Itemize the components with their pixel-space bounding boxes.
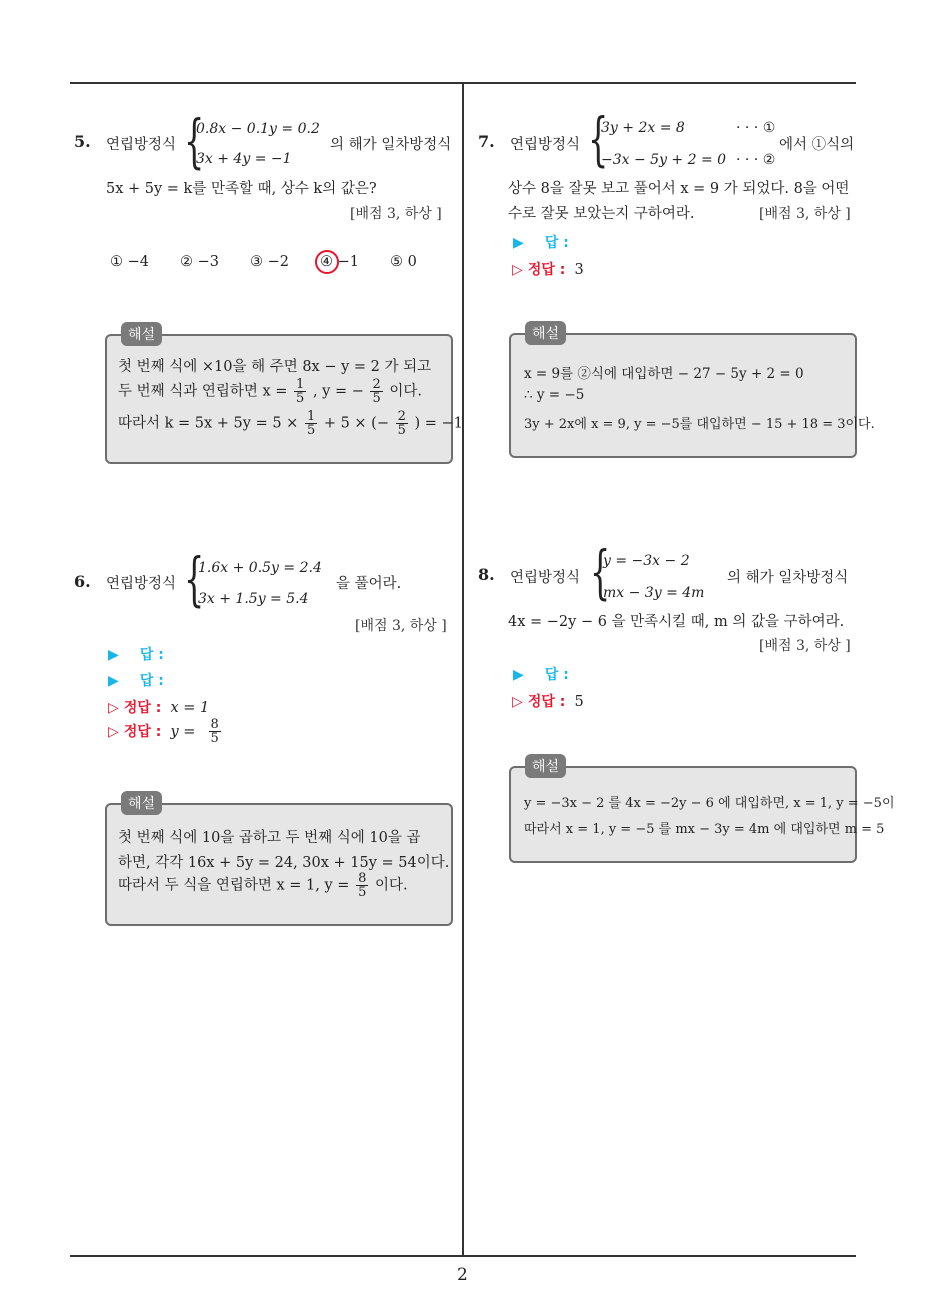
page-number: 2 bbox=[457, 1265, 468, 1285]
fraction bbox=[396, 410, 408, 437]
numerator: 2 bbox=[397, 409, 406, 424]
answer-row-1 bbox=[108, 644, 164, 664]
explanation-line-3 bbox=[118, 872, 408, 899]
explanation-line-1: y = −3x − 2 를 4x = −2y − 6 에 대입하면, x = 1, y = −5이 bbox=[524, 796, 895, 811]
system-brace: { bbox=[590, 538, 611, 606]
outline-play-icon: ▷ bbox=[108, 724, 119, 740]
correct-label: 정답 : bbox=[123, 700, 162, 716]
fraction bbox=[356, 872, 368, 899]
question-number: 7. bbox=[478, 132, 495, 151]
choice-1[interactable] bbox=[110, 254, 149, 270]
choice-mark: ③ bbox=[250, 254, 263, 270]
text: 두 번째 식과 연립하면 x = bbox=[118, 383, 288, 400]
question-number: 6. bbox=[74, 572, 91, 591]
answer-label: 답 : bbox=[544, 667, 569, 683]
text: 이다. bbox=[389, 383, 422, 400]
equation-2: −3x − 5y + 2 = 0 bbox=[601, 152, 727, 168]
outline-play-icon: ▷ bbox=[512, 694, 523, 710]
outline-play-icon: ▷ bbox=[512, 262, 523, 278]
choice-mark: ② bbox=[180, 254, 193, 270]
question-number: 5. bbox=[74, 132, 91, 151]
play-icon: ▶ bbox=[513, 235, 524, 251]
choice-value: −2 bbox=[267, 254, 289, 270]
correct-label: 정답 : bbox=[527, 262, 566, 278]
score-tag: [배점 3, 하상 ] bbox=[350, 206, 442, 222]
question-line-2: 5x + 5y = k를 만족할 때, 상수 k의 값은? bbox=[106, 181, 377, 197]
question-lead: 연립방정식 bbox=[510, 137, 581, 153]
choice-value: 0 bbox=[407, 254, 417, 270]
numerator: 8 bbox=[210, 717, 219, 732]
play-icon: ▶ bbox=[108, 673, 119, 689]
denominator: 5 bbox=[306, 423, 316, 438]
correct-value: 5 bbox=[574, 694, 584, 710]
explanation-clip bbox=[520, 788, 926, 848]
equation-1: 1.6x + 0.5y = 2.4 bbox=[198, 560, 322, 576]
column-divider bbox=[462, 83, 464, 1256]
question-tail: 의 해가 일차방정식 bbox=[330, 137, 452, 153]
play-icon: ▶ bbox=[513, 667, 524, 683]
answer-label: 답 : bbox=[139, 647, 164, 663]
choice-mark: ⑤ bbox=[390, 254, 403, 270]
explanation-line-1: 첫 번째 식에 10을 곱하고 두 번째 식에 10을 곱 bbox=[118, 830, 421, 846]
question-line-2: 4x = −2y − 6 을 만족시킬 때, m 의 값을 구하여라. bbox=[508, 614, 845, 630]
question-line-3: 수로 잘못 보았는지 구하여라. bbox=[508, 206, 695, 222]
answer-row bbox=[513, 664, 569, 684]
score-tag: [배점 3, 하상 ] bbox=[759, 638, 851, 654]
correct-label: 정답 : bbox=[123, 724, 162, 740]
fraction bbox=[209, 718, 221, 745]
question-number: 8. bbox=[478, 565, 495, 584]
explanation-line-2: 하면, 각각 16x + 5y = 24, 30x + 15y = 54이다. bbox=[118, 855, 450, 871]
answer-row-2 bbox=[108, 670, 164, 690]
numerator: 1 bbox=[306, 409, 316, 424]
explanation-tag: 해설 bbox=[121, 322, 162, 346]
explanation-tag: 해설 bbox=[121, 791, 162, 815]
equation-1: 0.8x − 0.1y = 0.2 bbox=[196, 121, 320, 137]
numerator: 8 bbox=[358, 871, 367, 886]
text: 이다. bbox=[374, 877, 408, 894]
question-lead: 연립방정식 bbox=[106, 576, 177, 592]
explanation-line-2: ∴ y = −5 bbox=[524, 387, 585, 403]
equation-2-tag: · · · ② bbox=[736, 152, 776, 168]
correct-value: 3 bbox=[574, 262, 584, 278]
explanation-line-1: 첫 번째 식에 ×10을 해 주면 8x − y = 2 가 되고 bbox=[118, 359, 432, 375]
denominator: 5 bbox=[372, 391, 381, 406]
correct-value: x = 1 bbox=[170, 700, 210, 716]
text: , y = − bbox=[312, 383, 364, 400]
text: + 5 × (− bbox=[323, 415, 389, 432]
question-tail: 을 풀어라. bbox=[336, 576, 402, 592]
text: 따라서 k = 5x + 5y = 5 × bbox=[118, 415, 299, 432]
bottom-rule bbox=[70, 1255, 856, 1257]
choice-3[interactable] bbox=[250, 254, 289, 270]
numerator: 1 bbox=[296, 377, 305, 392]
denominator: 5 bbox=[358, 885, 367, 900]
question-line-2: 상수 8을 잘못 보고 풀어서 x = 9 가 되었다. 8을 어떤 bbox=[508, 181, 850, 197]
explanation-line-1: x = 9를 ②식에 대입하면 − 27 − 5y + 2 = 0 bbox=[524, 366, 804, 382]
outline-play-icon: ▷ bbox=[108, 700, 119, 716]
question-tail: 에서 ①식의 bbox=[779, 137, 855, 153]
play-icon: ▶ bbox=[108, 647, 119, 663]
explanation-line-3 bbox=[118, 410, 463, 437]
score-tag: [배점 3, 하상 ] bbox=[355, 618, 447, 634]
choice-value: −3 bbox=[197, 254, 219, 270]
text: ) = −1 bbox=[414, 415, 463, 432]
system-brace: { bbox=[184, 545, 205, 613]
equation-1-tag: · · · ① bbox=[736, 120, 776, 136]
equation-2: 3x + 4y = −1 bbox=[196, 151, 292, 167]
explanation-line-3: 3y + 2x에 x = 9, y = −5를 대입하면 − 15 + 18 = 3이다. bbox=[524, 417, 875, 432]
answer-row bbox=[513, 232, 569, 252]
explanation-tag: 해설 bbox=[525, 754, 566, 778]
score-tag: [배점 3, 하상 ] bbox=[759, 206, 851, 222]
answer-label: 답 : bbox=[139, 673, 164, 689]
choice-2[interactable] bbox=[180, 254, 219, 270]
numerator: 2 bbox=[372, 377, 381, 392]
choice-value: −4 bbox=[127, 254, 149, 270]
system-brace: { bbox=[588, 105, 609, 173]
explanation-tag: 해설 bbox=[525, 321, 566, 345]
correct-row-2 bbox=[108, 718, 223, 745]
denominator: 5 bbox=[296, 391, 305, 406]
question-lead: 연립방정식 bbox=[106, 137, 177, 153]
choice-4[interactable] bbox=[320, 254, 359, 270]
question-lead: 연립방정식 bbox=[510, 570, 581, 586]
correct-value: y = bbox=[170, 724, 196, 740]
denominator: 5 bbox=[210, 731, 219, 746]
fraction bbox=[305, 410, 317, 437]
equation-1: 3y + 2x = 8 bbox=[601, 120, 685, 136]
correct-label: 정답 : bbox=[527, 694, 566, 710]
choice-value: −1 bbox=[337, 254, 359, 270]
correct-row bbox=[512, 691, 584, 711]
choice-5[interactable] bbox=[390, 254, 417, 270]
explanation-line-2: 따라서 x = 1, y = −5 를 mx − 3y = 4m 에 대입하면 m = 5 bbox=[524, 822, 885, 837]
choice-mark: ④ bbox=[320, 254, 333, 270]
answer-label: 답 : bbox=[544, 235, 569, 251]
explanation-line-2 bbox=[118, 378, 422, 405]
correct-row bbox=[512, 259, 584, 279]
denominator: 5 bbox=[397, 423, 406, 438]
system-brace: { bbox=[184, 107, 205, 175]
equation-1: y = −3x − 2 bbox=[603, 553, 690, 569]
equation-2: 3x + 1.5y = 5.4 bbox=[198, 591, 309, 607]
text: 따라서 두 식을 연립하면 x = 1, y = bbox=[118, 877, 350, 894]
fraction bbox=[370, 378, 382, 405]
choice-mark: ① bbox=[110, 254, 123, 270]
question-tail: 의 해가 일차방정식 bbox=[727, 570, 849, 586]
correct-row-1 bbox=[108, 697, 209, 717]
equation-2: mx − 3y = 4m bbox=[603, 585, 705, 601]
fraction bbox=[294, 378, 306, 405]
